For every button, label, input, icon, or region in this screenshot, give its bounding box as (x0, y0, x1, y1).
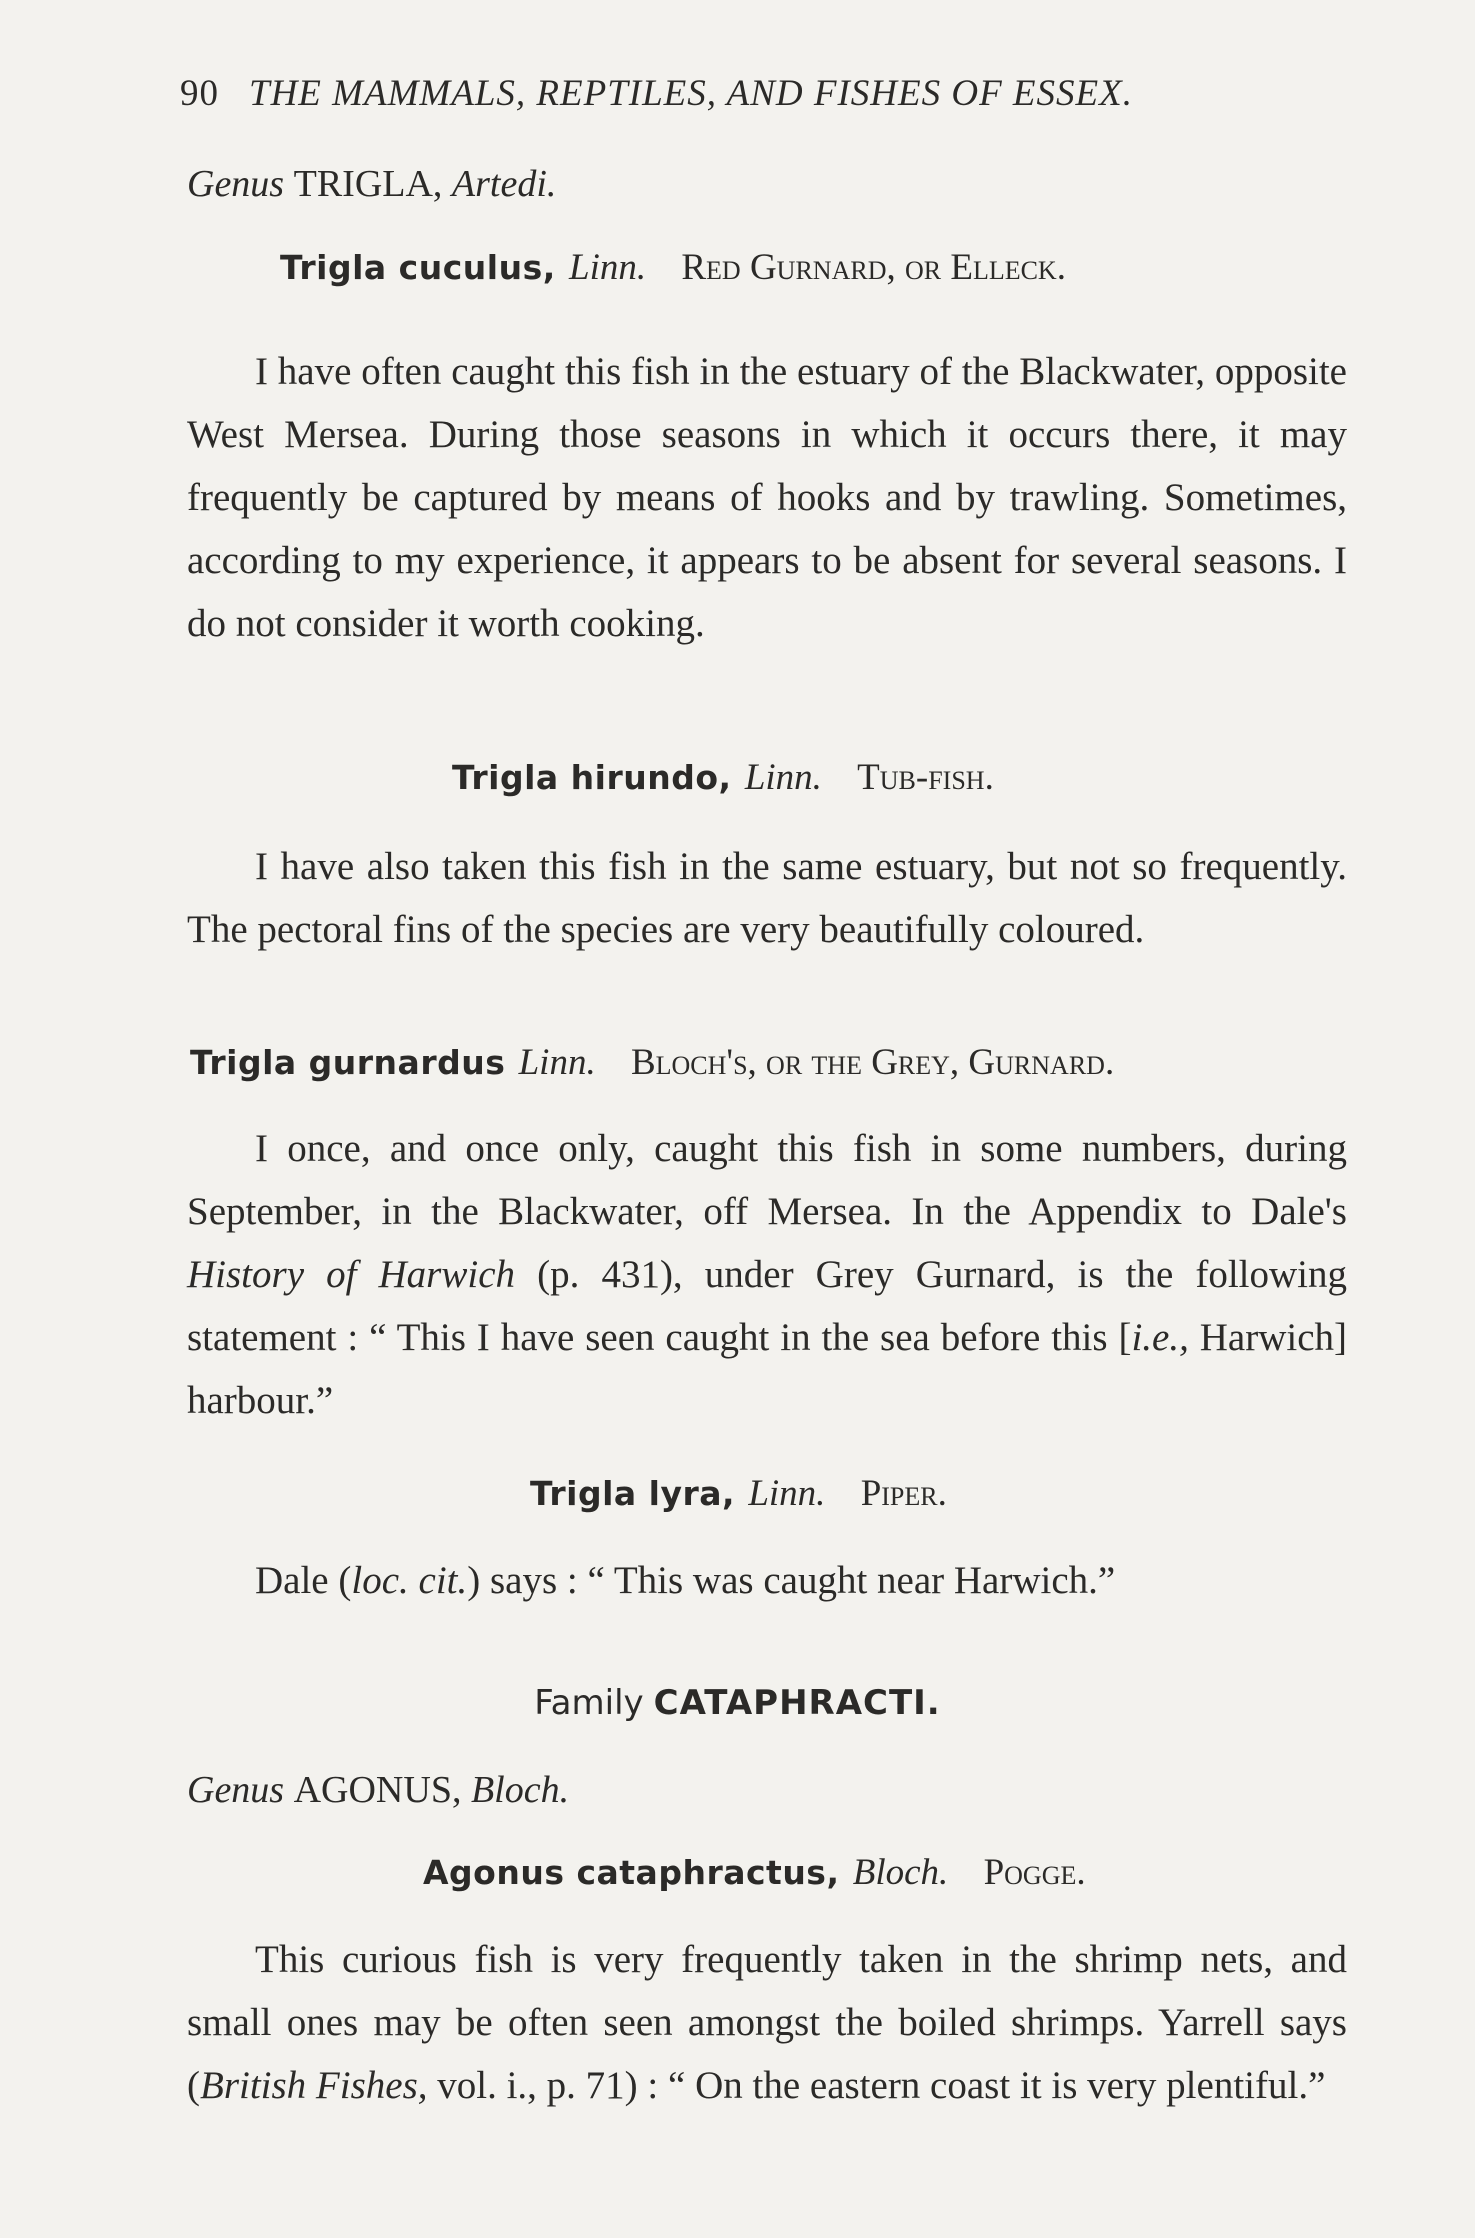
genus-label: Genus (187, 1769, 285, 1811)
species-name: Trigla hirundo, (452, 758, 732, 797)
species-name: Agonus cataphractus, (423, 1853, 840, 1892)
text-run: Harwich] harbour.” (187, 1316, 1347, 1422)
family-heading (0, 1683, 1475, 1723)
common-name: Piper. (860, 1473, 947, 1514)
species-author: Linn. (744, 757, 822, 798)
common-name: Pogge. (983, 1852, 1086, 1893)
species-author: Linn. (569, 247, 647, 288)
species-name: Trigla cuculus, (280, 248, 556, 287)
text-run: Dale ( (255, 1559, 352, 1602)
paragraph-cataphractus (187, 1928, 1347, 2117)
family-name: CATAPHRACTI. (653, 1683, 941, 1723)
species-heading-cuculus (280, 246, 1066, 289)
abbreviation: i.e., (1131, 1316, 1189, 1359)
species-author: Linn. (518, 1042, 596, 1083)
species-heading-cataphractus (423, 1851, 1086, 1894)
common-name: Red Gurnard, or Elleck. (681, 247, 1066, 288)
paragraph-hirundo: I have also taken this fish in the same estuary, but not so frequently. The pectoral fins of the species are very beautifully coloured. (187, 845, 1347, 951)
paragraph-gurnardus (187, 1117, 1347, 1432)
species-heading-lyra (530, 1472, 947, 1515)
book-title: History of Harwich (187, 1253, 516, 1296)
text-run: vol. i., p. 71) : “ On the eastern coast it is very plentiful.” (427, 2064, 1326, 2107)
citation: loc. cit. (351, 1559, 468, 1602)
species-author: Linn. (748, 1473, 826, 1514)
genus-heading-agonus (187, 1768, 569, 1812)
genus-heading-trigla (187, 162, 556, 206)
paragraph-lyra (187, 1549, 1347, 1612)
species-name: Trigla gurnardus (190, 1043, 506, 1082)
text-run: (p. 431), under Grey Gurnard, is the following statement : “ This I have seen caught in the sea before this [ (187, 1253, 1348, 1359)
genus-author: Artedi. (451, 163, 557, 205)
genus-label: Genus (187, 163, 285, 205)
book-title: British Fishes, (200, 2064, 428, 2107)
common-name: Tub-fish. (857, 757, 994, 798)
text-run: I once, and once only, caught this fish in some numbers, during September, in the Blackwater, off Mersea. In the Appendix to Dale's (187, 1127, 1347, 1233)
species-heading-gurnardus (190, 1041, 1114, 1084)
common-name: Bloch's, or the Grey, Gurnard. (630, 1042, 1115, 1083)
paragraph-cuculus: I have often caught this fish in the estuary of the Blackwater, opposite West Mersea. During those seasons in which it occurs there, it may frequently be captured by means of hooks and by trawling. Sometimes, according to my experience, it appears to be absent for several seasons. I do not consider it worth cooking. (187, 350, 1347, 645)
page-number: 90 (180, 73, 219, 114)
text-run: This curious fish is very frequently taken in the shrimp nets, and small ones may be often seen amongst the boiled shrimps. Yarrell says ( (187, 1938, 1347, 2107)
genus-name: AGONUS, (293, 1769, 462, 1811)
species-name: Trigla lyra, (530, 1474, 736, 1513)
family-label: Family (534, 1683, 644, 1723)
genus-author: Bloch. (470, 1769, 570, 1811)
text-run: ) says : “ This was caught near Harwich.” (467, 1559, 1116, 1602)
running-header (180, 72, 1133, 115)
species-heading-hirundo (452, 756, 994, 799)
species-author: Bloch. (852, 1852, 949, 1893)
running-title: THE MAMMALS, REPTILES, AND FISHES OF ESSEX. (249, 73, 1133, 114)
genus-name: TRIGLA, (293, 163, 443, 205)
